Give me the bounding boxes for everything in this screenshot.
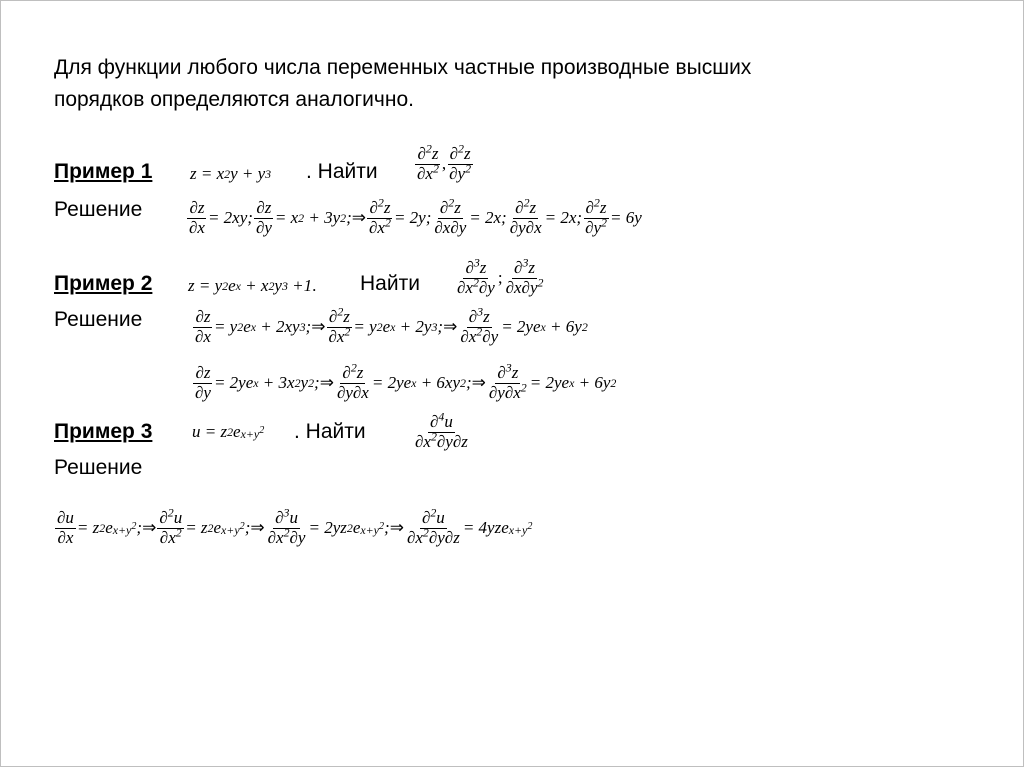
example-3-label: Пример 3: [54, 420, 153, 443]
example-1-solution: $\frac{\partial z}{\partial x}$ = 2xy; $\frac{\partial z}{\partial y}$ = x 2 + 3y 2 ; ⇒ $\frac{\partial^2z}{\partial x^2}$ = 2y; $\frac{\partial^2z}{\partial x\partial y}$ = 2x; $\frac{\partial^2z}{\partial y\partial x}$ = 2x; $\frac{\partial^2z}{\partial y^2}$ = 6y: [189, 195, 642, 237]
example-1-find: . Найти: [306, 160, 378, 183]
example-1-solution-label: Решение: [54, 198, 143, 221]
example-3-solution-label: Решение: [54, 456, 143, 479]
example-2-solution-line-2: $\frac{\partial z}{\partial y}$ = 2ye x + 3x 2 y 2 ; ⇒ $\frac{\partial^2z}{\partial y\partial x}$ = 2ye x + 6xy 2 ; ⇒ $\frac{\partial^3z}{\partial y\partial x^2}$ = 2ye x + 6y 2: [195, 360, 617, 402]
example-2-solution-label: Решение: [54, 308, 143, 331]
example-1-function: z = x 2 y + y 3: [190, 164, 272, 183]
example-3-find-expression: $\frac{\partial^4u}{\partial x^2\partial y\partial z}$: [415, 409, 468, 451]
example-2-function: z = y 2 e x + x 2 y 3 +1 .: [188, 276, 317, 295]
example-3-find: . Найти: [294, 420, 366, 443]
example-2-label: Пример 2: [54, 272, 153, 295]
example-1-find-expression: $\frac{\partial^2z}{\partial x^2}$ , $\frac{\partial^2z}{\partial y^2}$: [417, 141, 472, 183]
example-2-find: Найти: [360, 272, 420, 295]
example-2-solution-line-1: $\frac{\partial z}{\partial x}$ = y 2 e x + 2xy 3 ; ⇒ $\frac{\partial^2z}{\partial x^2}$ = y 2 e x + 2y 3 ; ⇒ $\frac{\partial^3z}{\partial x^2\partial y}$ = 2ye x + 6y 2: [195, 304, 588, 346]
example-3-function: u = z 2 e $x+y^2$: [192, 422, 265, 441]
intro-line-2: порядков определяются аналогично.: [54, 88, 414, 111]
intro-line-1: Для функции любого числа переменных частные производные высших: [54, 56, 752, 79]
example-2-find-expression: $\frac{\partial^3z}{\partial x^2\partial y}$ ; $\frac{\partial^3z}{\partial x\partial y^2}$: [457, 255, 544, 297]
example-3-solution: $\frac{\partial u}{\partial x}$ = z 2 e $x+y^2$ ; ⇒ $\frac{\partial^2u}{\partial x^2}$ = z 2 e $x+y^2$ ; ⇒ $\frac{\partial^3u}{\partial x^2\partial y}$ = 2yz 2 e $x+y^2$ ; ⇒ $\frac{\partial^2u}{\partial x^2\partial y\partial z}$ = 4yze $x+y^2$: [57, 505, 533, 547]
example-1-label: Пример 1: [54, 160, 153, 183]
